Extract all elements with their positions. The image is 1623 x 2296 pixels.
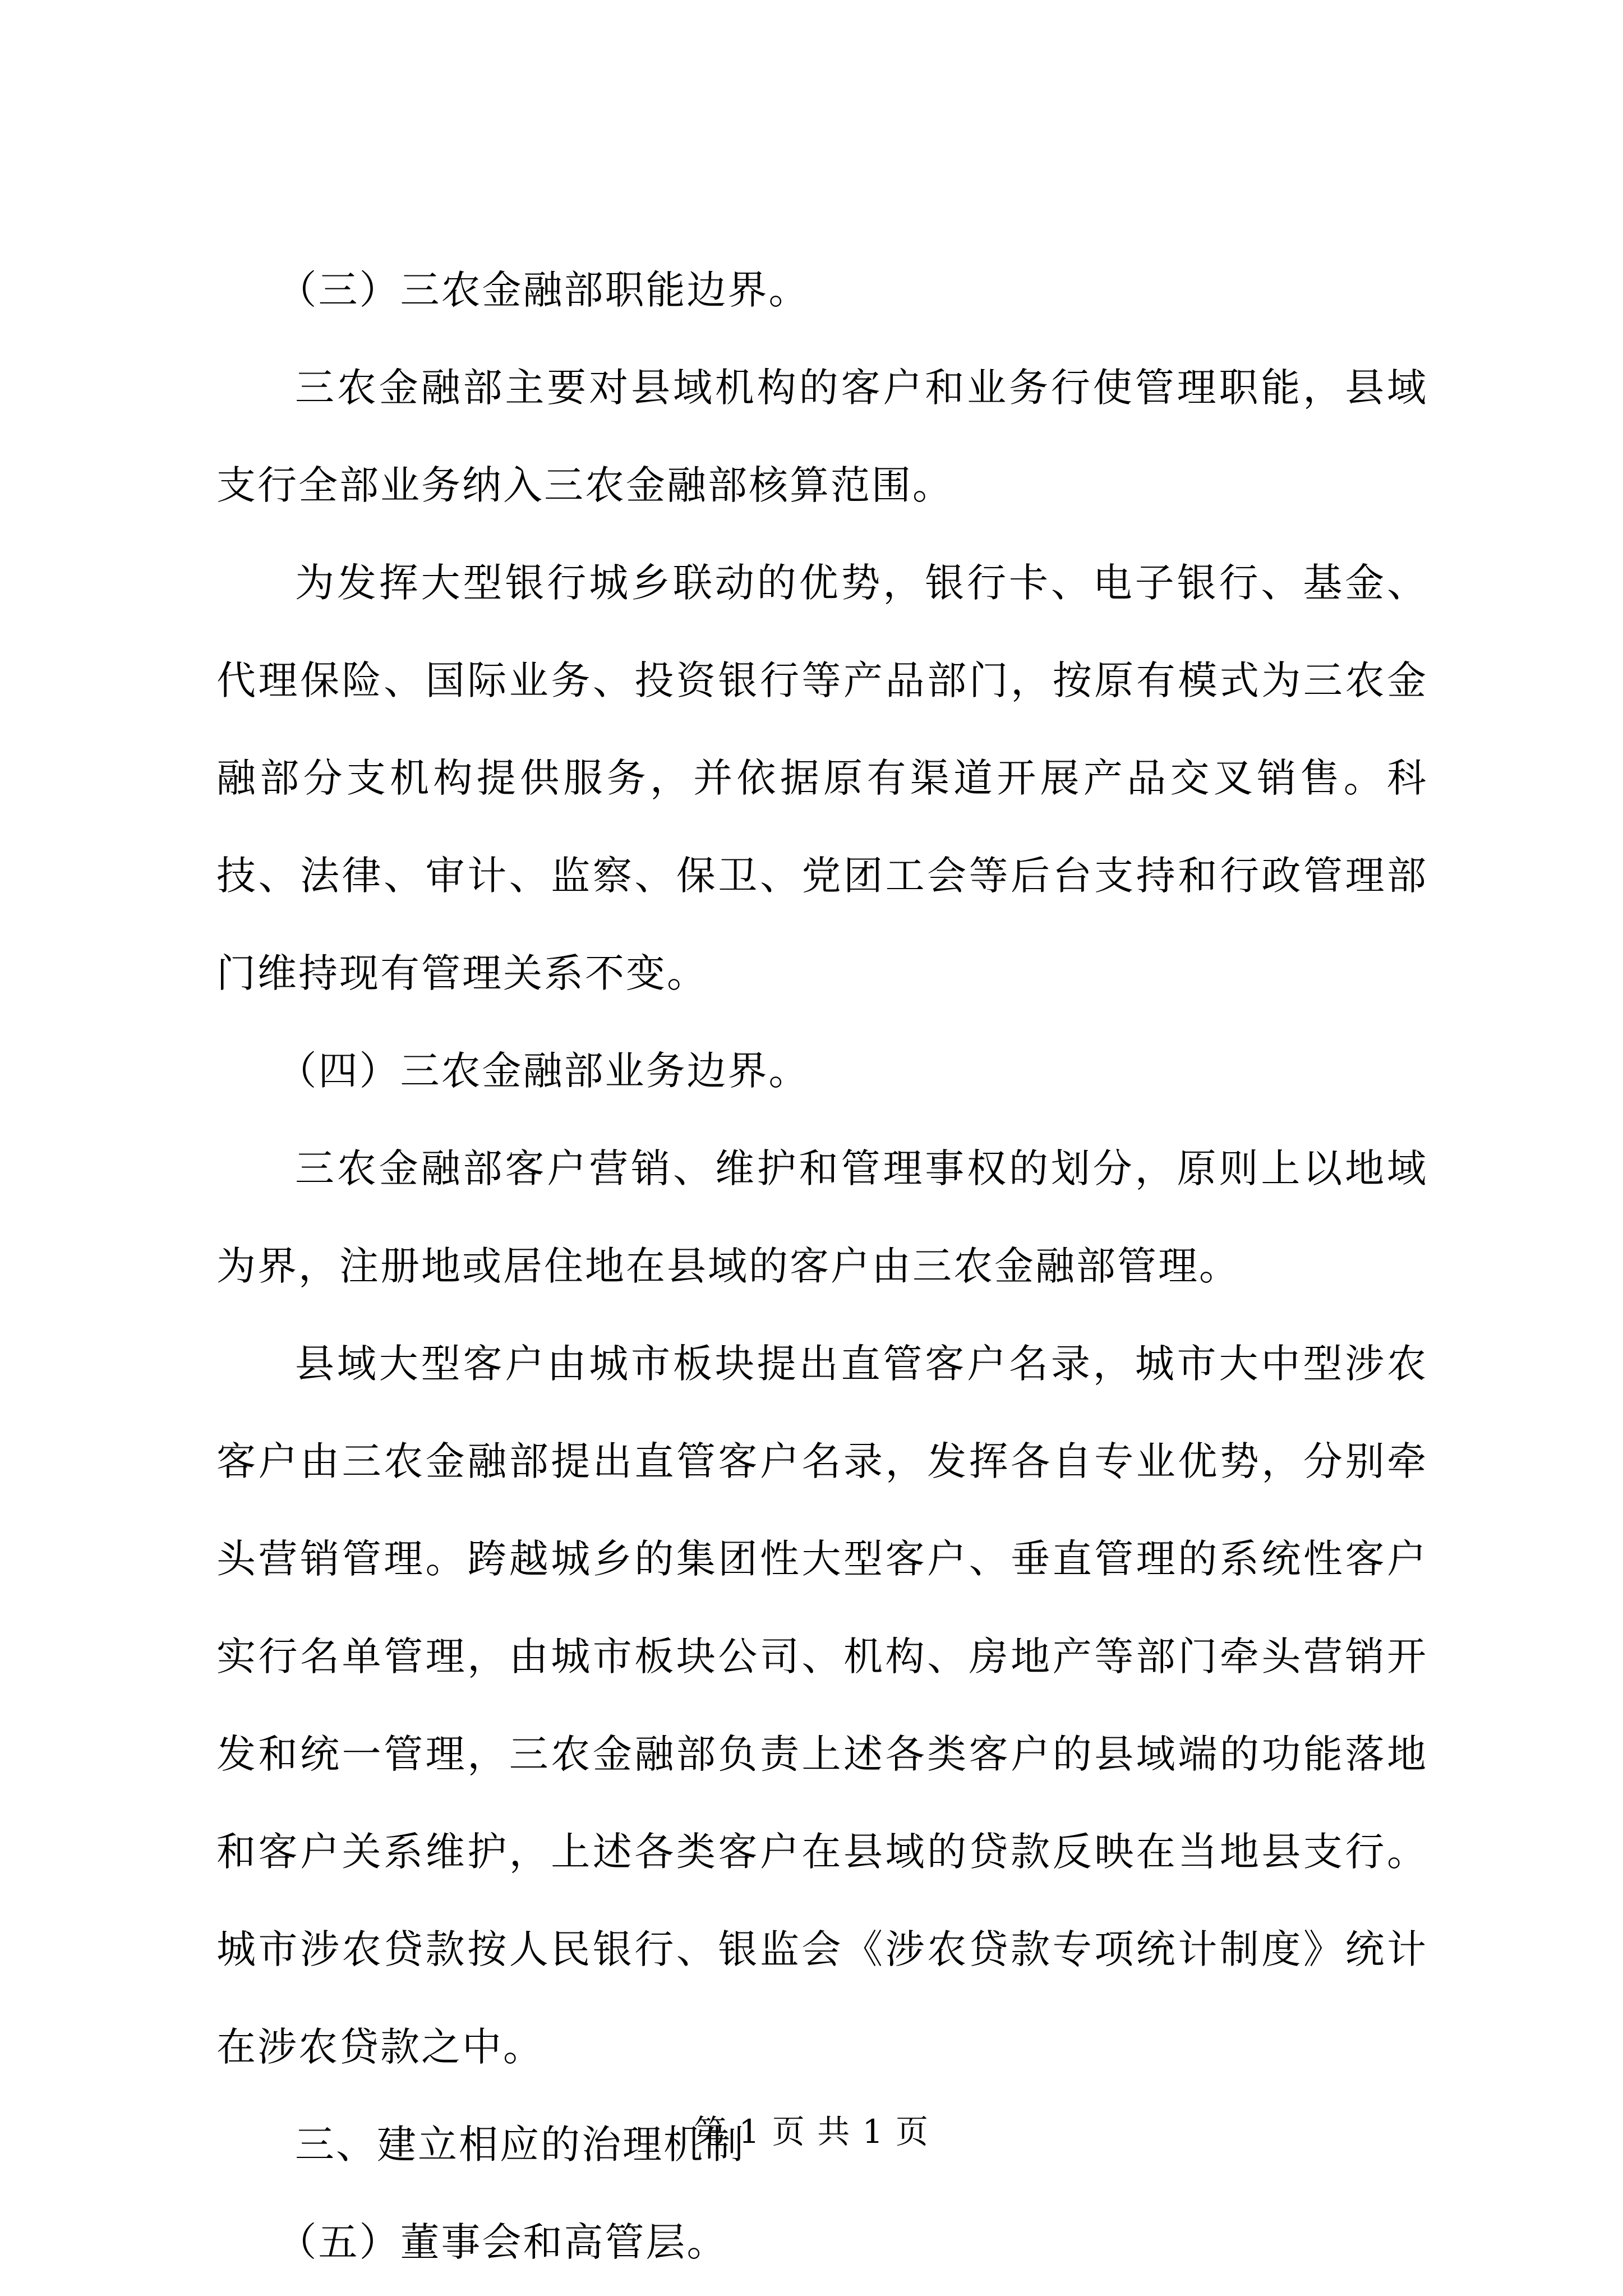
page-footer: 第 1 页 共 1 页: [694, 2113, 929, 2151]
section-heading-function-boundary: （三）三农金融部职能边界。: [277, 267, 810, 313]
document-body: [216, 241, 1428, 2291]
paragraph-customer-division: 三农金融部客户营销、维护和管理事权的划分，原则上以地域为界，注册地或居住地在县域的客户由三农金融部管理。: [216, 1145, 1428, 1289]
paragraph-product-departments: 为发挥大型银行城乡联动的优势，银行卡、电子银行、基金、代理保险、国际业务、投资银行等产品部门，按原有模式为三农金融部分支机构提供服务，并依据原有渠道开展产品交叉销售。科技、法律、审计、监察、保卫、党团工会等后台支持和行政管理部门维持现有管理关系不变。: [216, 560, 1428, 996]
section-heading-governance: 三、建立相应的治理机制: [295, 2122, 745, 2168]
paragraph-large-customers: 县域大型客户由城市板块提出直管客户名录，城市大中型涉农客户由三农金融部提出直管客户名录，发挥各自专业优势，分别牵头营销管理。跨越城乡的集团性大型客户、垂直管理的系统性客户实行名单管理，由城市板块公司、机构、房地产等部门牵头营销开发和统一管理，三农金融部负责上述各类客户的县域端的功能落地和客户关系维护，上述各类客户在县域的贷款反映在当地县支行。城市涉农贷款按人民银行、银监会《涉农贷款专项统计制度》统计在涉农贷款之中。: [216, 1341, 1428, 2070]
paragraph-function-scope: 三农金融部主要对县域机构的客户和业务行使管理职能，县域支行全部业务纳入三农金融部核算范围。: [216, 365, 1428, 508]
section-heading-board: （五）董事会和高管层。: [277, 2219, 728, 2265]
section-heading-business-boundary: （四）三农金融部业务边界。: [277, 1048, 810, 1094]
